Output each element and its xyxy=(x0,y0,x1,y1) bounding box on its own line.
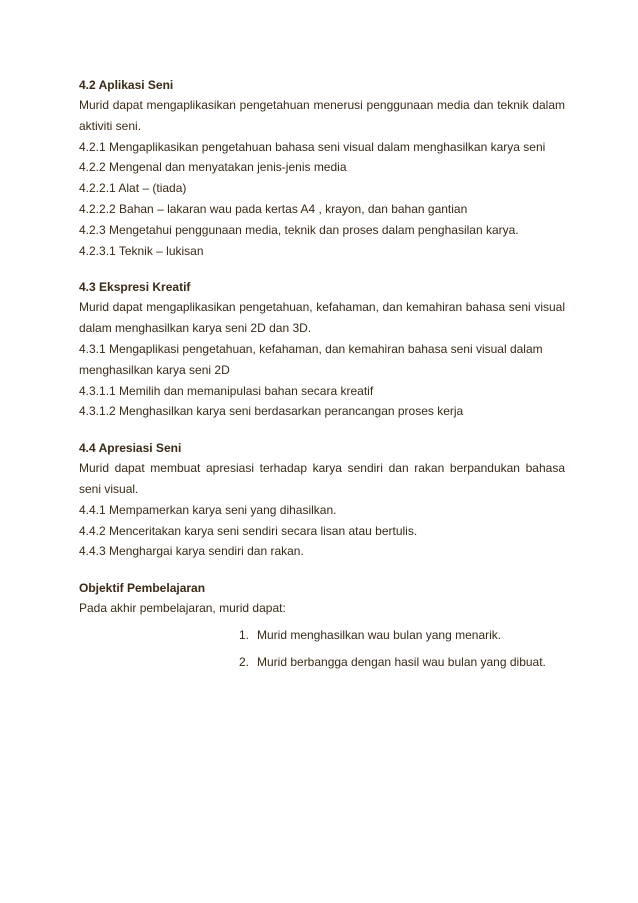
section-aplikasi-seni xyxy=(79,75,565,261)
item-text: Murid berbangga dengan hasil wau bulan yang dibuat. xyxy=(257,654,546,669)
list-item: 4.2.2.2 Bahan – lakaran wau pada kertas A4 , krayon, dan bahan gantian xyxy=(79,201,468,216)
list-item: 4.4.2 Menceritakan karya seni sendiri secara lisan atau bertulis. xyxy=(79,523,418,538)
list-item: 4.4.3 Menghargai karya sendiri dan rakan. xyxy=(79,544,304,559)
section-heading: 4.2 Aplikasi Seni xyxy=(79,78,174,92)
item-number: 2. xyxy=(239,654,250,669)
section-intro: Pada akhir pembelajaran, murid dapat: xyxy=(79,601,286,616)
objective-item xyxy=(239,652,565,672)
list-item: 4.4.1 Mempamerkan karya seni yang dihasilkan. xyxy=(79,502,337,517)
section-apresiasi-seni xyxy=(79,438,565,562)
list-item: 4.2.3.1 Teknik – lukisan xyxy=(79,243,204,258)
section-intro: Murid dapat mengaplikasikan pengetahuan menerusi penggunaan media dan teknik dalam aktiviti seni. xyxy=(79,98,565,133)
section-heading: Objektif Pembelajaran xyxy=(79,581,206,596)
section-heading: 4.3 Ekspresi Kreatif xyxy=(79,280,191,295)
document-page xyxy=(79,75,565,688)
item-number: 1. xyxy=(239,627,250,642)
objective-list xyxy=(79,625,565,672)
objective-item xyxy=(239,625,565,645)
section-ekspresi-kreatif xyxy=(79,277,565,422)
list-item: 4.2.2.1 Alat – (tiada) xyxy=(79,181,187,196)
list-item: 4.3.1.2 Menghasilkan karya seni berdasarkan perancangan proses kerja xyxy=(79,404,464,419)
list-item: 4.2.1 Mengaplikasikan pengetahuan bahasa seni visual dalam menghasilkan karya seni xyxy=(79,139,546,154)
item-text: Murid menghasilkan wau bulan yang menarik. xyxy=(257,627,502,642)
section-intro: Murid dapat mengaplikasikan pengetahuan, kefahaman, dan kemahiran bahasa seni visual dalam menghasilkan karya seni 2D dan 3D. xyxy=(79,300,565,336)
list-item: menghasilkan karya seni 2D xyxy=(79,362,230,377)
list-item: 4.3.1.1 Memilih dan memanipulasi bahan secara kreatif xyxy=(79,383,374,398)
list-item: 4.2.3 Mengetahui penggunaan media, teknik dan proses dalam penghasilan karya. xyxy=(79,222,519,237)
section-objektif xyxy=(79,578,565,672)
section-heading: 4.4 Apresiasi Seni xyxy=(79,441,182,456)
list-item: 4.2.2 Mengenal dan menyatakan jenis-jenis media xyxy=(79,160,347,175)
list-item: 4.3.1 Mengaplikasi pengetahuan, kefahaman, dan kemahiran bahasa seni visual dalam xyxy=(79,341,543,356)
section-intro: Murid dapat membuat apresiasi terhadap karya sendiri dan rakan berpandukan bahasa seni visual. xyxy=(79,461,565,496)
